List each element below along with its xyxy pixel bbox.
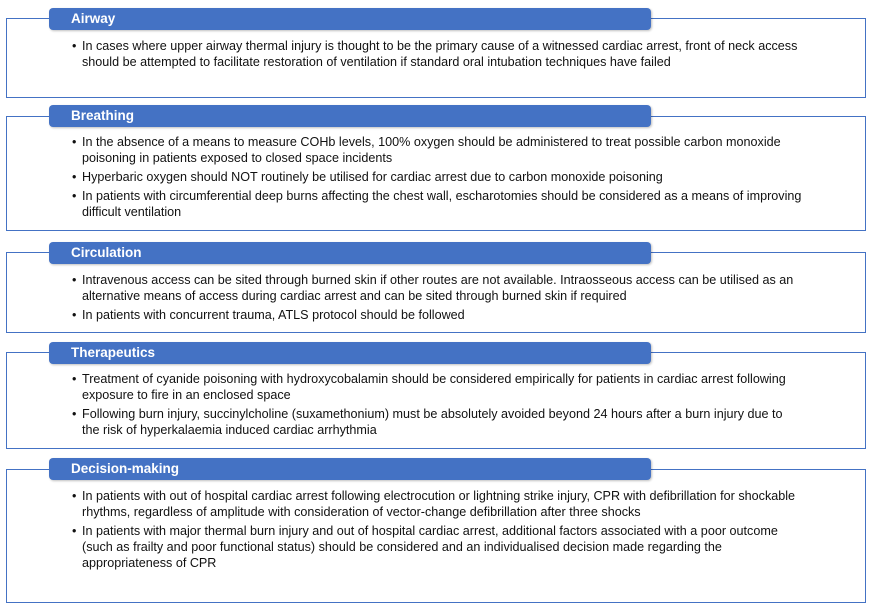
list-item: • In patients with major thermal burn injury and out of hospital cardiac arrest, additional factors associated with a poor outcome (such as frailty and poor functional status) should be considered and an individualised decision made regarding the appropriateness of CPR [72, 523, 802, 571]
decision-making-list [72, 488, 802, 574]
breathing-title: Breathing [71, 108, 135, 123]
therapeutics-header [49, 342, 651, 364]
airway-title: Airway [71, 11, 116, 26]
therapeutics-title: Therapeutics [71, 345, 156, 360]
list-item: • In patients with out of hospital cardiac arrest following electrocution or lightning strike injury, CPR with defibrillation for shockable rhythms, regardless of amplitude with consideration of vector-change defibrillation after three shocks [72, 488, 802, 520]
list-item: • Following burn injury, succinylcholine (suxamethonium) must be absolutely avoided beyond 24 hours after a burn injury due to the risk of hyperkalaemia induced cardiac arrhythmia [72, 406, 802, 438]
list-item: • In patients with concurrent trauma, ATLS protocol should be followed [72, 307, 802, 323]
list-item: • Intravenous access can be sited through burned skin if other routes are not available. Intraosseous access can be utilised as an alternative means of access during cardiac arrest and can be sited through burned skin if required [72, 272, 802, 304]
list-item: • Treatment of cyanide poisoning with hydroxycobalamin should be considered empirically for patients in cardiac arrest following exposure to fire in an enclosed space [72, 371, 802, 403]
list-item: • Hyperbaric oxygen should NOT routinely be utilised for cardiac arrest due to carbon monoxide poisoning [72, 169, 802, 185]
decision-making-header [49, 458, 651, 480]
therapeutics-list [72, 371, 802, 441]
list-item: • In patients with circumferential deep burns affecting the chest wall, escharotomies should be considered as a means of improving difficult ventilation [72, 188, 802, 220]
airway-header [49, 8, 651, 30]
airway-list [72, 38, 802, 73]
list-item: • In cases where upper airway thermal injury is thought to be the primary cause of a witnessed cardiac arrest, front of neck access should be attempted to facilitate restoration of ventilation if standard oral intubation techniques have failed [72, 38, 802, 70]
breathing-header [49, 105, 651, 127]
circulation-title: Circulation [71, 245, 142, 260]
list-item: • In the absence of a means to measure COHb levels, 100% oxygen should be administered to treat possible carbon monoxide poisoning in patients exposed to closed space incidents [72, 134, 802, 166]
breathing-list [72, 134, 802, 223]
circulation-header [49, 242, 651, 264]
decision-making-title: Decision-making [71, 461, 180, 476]
circulation-list [72, 272, 802, 326]
